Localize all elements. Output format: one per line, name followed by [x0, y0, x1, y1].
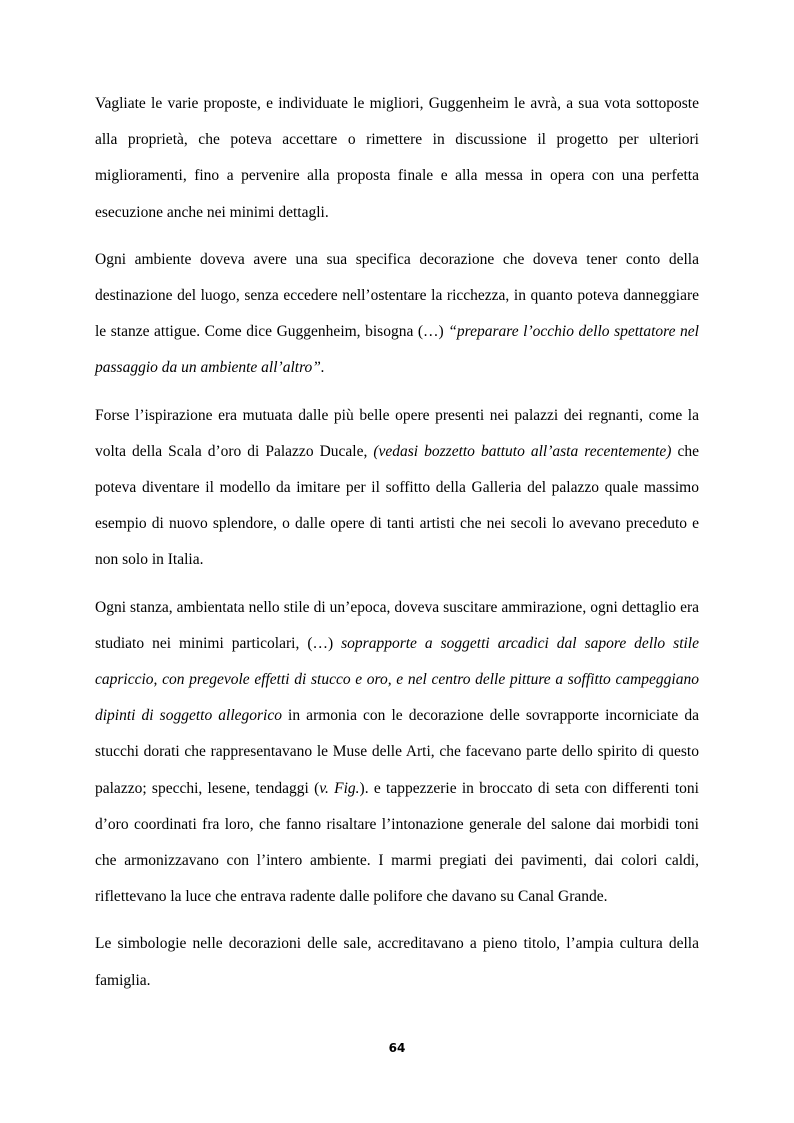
paragraph-2-segment-1: Ogni ambiente doveva avere una sua specifica decorazione che doveva tener conto della destinazione del luogo, senza eccedere nell’ostentare la ricchezza, in quanto poteva danneggiare le stanze attigue. Come dice Guggenheim, bisogna (…)	[95, 250, 699, 341]
paragraph-1	[95, 86, 699, 231]
paragraph-5-segment-1: Le simbologie nelle decorazioni delle sale, accreditavano a pieno titolo, l’ampia cultura della famiglia.	[95, 935, 699, 989]
document-body	[95, 86, 699, 1010]
paragraph-4	[95, 590, 699, 916]
paragraph-1-segment-1: Vagliate le varie proposte, e individuate le migliori, Guggenheim le avrà, a sua vota sottoposte alla proprietà, che poteva accettare o rimettere in discussione il progetto per ulteriori miglioramenti, fino a pervenire alla proposta finale e alla messa in opera con una perfetta esecuzione anche nei minimi dettagli.	[95, 95, 699, 221]
paragraph-3-aside: (vedasi bozzetto battuto all’asta recentemente)	[373, 442, 672, 460]
page-number: 64	[388, 1041, 406, 1055]
paragraph-4-figure-ref: v. Fig.	[319, 779, 360, 797]
paragraph-2-quote: “preparare l’occhio dello spettatore nel passaggio da un ambiente all’altro”.	[95, 323, 699, 377]
paragraph-3-segment-3: che poteva diventare il modello da imitare per il soffitto della Galleria del palazzo quale massimo esempio di nuovo splendore, o dalle opere di tanti artisti che nei secoli lo avevano preceduto e non solo in Italia.	[95, 442, 699, 569]
paragraph-3-segment-1: Forse l’ispirazione era mutuata dalle più belle opere presenti nei palazzi dei regnanti, come la volta della Scala d’oro di Palazzo Ducale,	[95, 406, 699, 460]
paragraph-3	[95, 398, 699, 579]
paragraph-4-segment-5: ). e tappezzerie in broccato di seta con differenti toni d’oro coordinati fra loro, che fanno risaltare l’intonazione generale del salone dai morbidi toni che armonizzavano con l’intero ambiente. I marmi pregiati dei pavimenti, dai colori caldi, riflettevano la luce che entrava radente dalle polifore che davano su Canal Grande.	[95, 779, 699, 906]
paragraph-4-quote: soprapporte a soggetti arcadici dal sapore dello stile capriccio, con pregevole effetti di stucco e oro, e nel centro delle pitture a soffitto campeggiano dipinti di soggetto allegorico	[95, 634, 699, 725]
paragraph-4-segment-3: in armonia con le decorazione delle sovrapporte incorniciate da stucchi dorati che rappresentavano le Muse delle Arti, che facevano parte dello spirito di questo palazzo; specchi, lesene, tendaggi (	[95, 707, 699, 797]
paragraph-4-segment-1: Ogni stanza, ambientata nello stile di un’epoca, doveva suscitare ammirazione, ogni dettaglio era studiato nei minimi particolari, (…)	[95, 598, 699, 652]
paragraph-5	[95, 926, 699, 998]
paragraph-2	[95, 242, 699, 387]
